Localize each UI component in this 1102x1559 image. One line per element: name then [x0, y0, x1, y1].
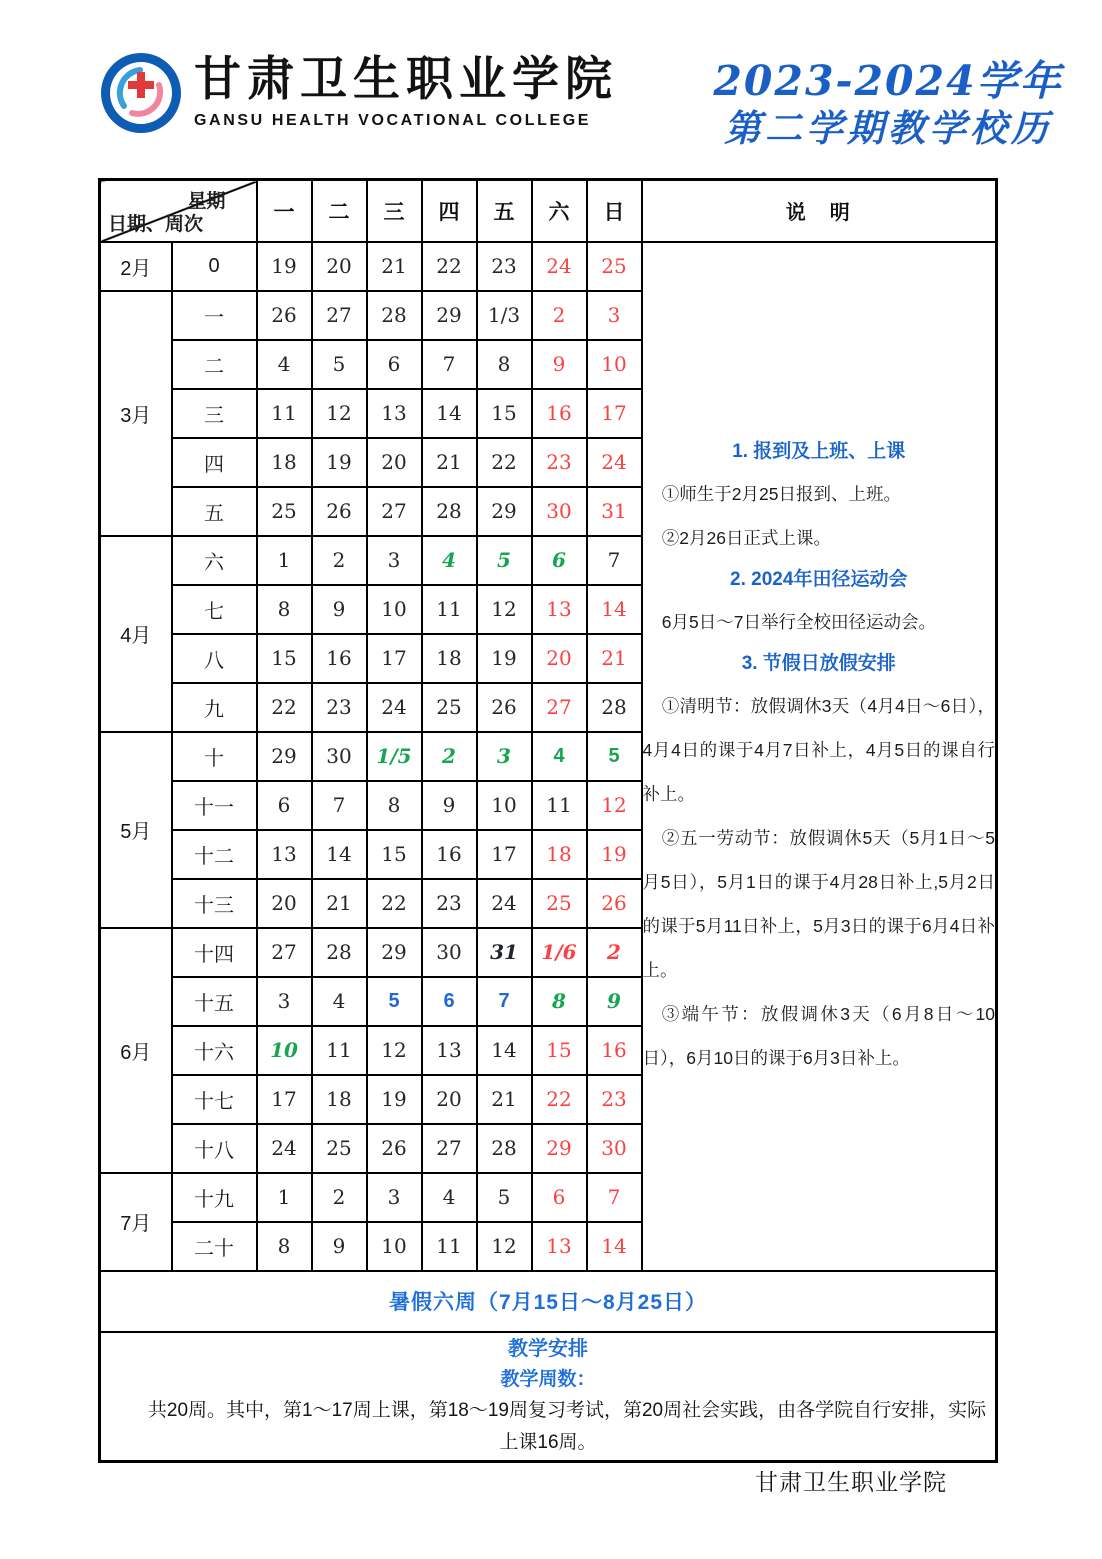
- day-cell: 22: [367, 879, 422, 928]
- day-cell: 1: [257, 1173, 312, 1222]
- day-cell: 6: [367, 340, 422, 389]
- corner-weekday-label: 星期: [187, 191, 226, 212]
- week-number-cell: 二: [172, 340, 257, 389]
- day-cell: 17: [587, 389, 642, 438]
- day-cell: 24: [587, 438, 642, 487]
- day-cell: 30: [422, 928, 477, 977]
- day-cell: 25: [587, 242, 642, 291]
- day-cell: 29: [477, 487, 532, 536]
- day-cell: 28: [367, 291, 422, 340]
- week-number-cell: 四: [172, 438, 257, 487]
- weekday-header-cell: 三: [367, 180, 422, 242]
- day-cell: 27: [532, 683, 587, 732]
- week-number-cell: 十四: [172, 928, 257, 977]
- day-cell: 23: [422, 879, 477, 928]
- day-cell: 23: [587, 1075, 642, 1124]
- teaching-arrangement-row: [100, 1332, 997, 1462]
- day-cell: 16: [422, 830, 477, 879]
- day-cell: 1: [257, 536, 312, 585]
- day-cell: 7: [477, 977, 532, 1026]
- college-emblem-icon: [100, 52, 182, 134]
- day-cell: 12: [367, 1026, 422, 1075]
- week-number-cell: 十五: [172, 977, 257, 1026]
- day-cell: 6: [532, 1173, 587, 1222]
- day-cell: 23: [312, 683, 367, 732]
- teaching-weeks-label: 教学周数：: [500, 1369, 596, 1391]
- table-header-row: [100, 180, 997, 242]
- day-cell: 7: [422, 340, 477, 389]
- weekday-header-cell: 六: [532, 180, 587, 242]
- note-paragraph: ①师生于2月25日报到、上班。: [661, 484, 901, 504]
- day-cell: 12: [312, 389, 367, 438]
- day-cell: 21: [587, 634, 642, 683]
- month-cell: 6月: [100, 928, 172, 1173]
- week-number-cell: 十二: [172, 830, 257, 879]
- month-cell: 5月: [100, 732, 172, 928]
- week-number-cell: 十三: [172, 879, 257, 928]
- day-cell: 19: [367, 1075, 422, 1124]
- day-cell: 21: [367, 242, 422, 291]
- weekday-header-cell: 一: [257, 180, 312, 242]
- day-cell: 2: [312, 1173, 367, 1222]
- calendar-week-row: [100, 242, 997, 291]
- day-cell: 17: [477, 830, 532, 879]
- day-cell: 15: [257, 634, 312, 683]
- day-cell: 13: [532, 1222, 587, 1271]
- day-cell: 14: [587, 1222, 642, 1271]
- day-cell: 21: [312, 879, 367, 928]
- week-number-cell: 三: [172, 389, 257, 438]
- day-cell: 14: [422, 389, 477, 438]
- week-number-cell: 十七: [172, 1075, 257, 1124]
- calendar-title: [678, 58, 1098, 152]
- day-cell: 30: [587, 1124, 642, 1173]
- day-cell: 18: [312, 1075, 367, 1124]
- day-cell: 25: [312, 1124, 367, 1173]
- day-cell: 5: [312, 340, 367, 389]
- day-cell: 27: [367, 487, 422, 536]
- day-cell: 11: [257, 389, 312, 438]
- day-cell: 4: [532, 732, 587, 781]
- summer-vacation-label: 暑假六周（7月15日～8月25日）: [100, 1271, 997, 1332]
- day-cell: 26: [367, 1124, 422, 1173]
- day-cell: 20: [532, 634, 587, 683]
- day-cell: 4: [257, 340, 312, 389]
- calendar-body: [100, 242, 997, 1271]
- weekday-header-cell: 五: [477, 180, 532, 242]
- day-cell: 24: [477, 879, 532, 928]
- day-cell: 13: [257, 830, 312, 879]
- header: [98, 50, 1063, 160]
- day-cell: 31: [587, 487, 642, 536]
- day-cell: 10: [477, 781, 532, 830]
- day-cell: 8: [532, 977, 587, 1026]
- summer-vacation-row: [100, 1271, 997, 1332]
- calendar-title-line1: 2023-2024学年: [713, 57, 1063, 105]
- day-cell: 1/5: [367, 732, 422, 781]
- weekday-header-cell: 日: [587, 180, 642, 242]
- note-paragraph: ②2月26日正式上课。: [661, 528, 831, 548]
- teaching-title: 教学安排: [508, 1338, 588, 1361]
- day-cell: 31: [477, 928, 532, 977]
- day-cell: 30: [312, 732, 367, 781]
- corner-cell: [100, 180, 257, 242]
- day-cell: 1/6: [532, 928, 587, 977]
- week-number-cell: 二十: [172, 1222, 257, 1271]
- month-cell: 3月: [100, 291, 172, 536]
- week-number-cell: 九: [172, 683, 257, 732]
- month-cell: 2月: [100, 242, 172, 291]
- day-cell: 10: [367, 1222, 422, 1271]
- day-cell: 3: [367, 1173, 422, 1222]
- day-cell: 4: [422, 1173, 477, 1222]
- day-cell: 14: [477, 1026, 532, 1075]
- day-cell: 2: [587, 928, 642, 977]
- note-paragraph: ①清明节：放假调休3天（4月4日～6日），4月4日的课于4月7日补上，4月5日的课自行补上。: [642, 696, 995, 804]
- day-cell: 2: [422, 732, 477, 781]
- day-cell: 27: [257, 928, 312, 977]
- day-cell: 19: [312, 438, 367, 487]
- week-number-cell: 十: [172, 732, 257, 781]
- day-cell: 3: [477, 732, 532, 781]
- day-cell: 10: [367, 585, 422, 634]
- week-number-cell: 六: [172, 536, 257, 585]
- day-cell: 9: [312, 585, 367, 634]
- day-cell: 26: [312, 487, 367, 536]
- note-paragraph: 6月5日～7日举行全校田径运动会。: [661, 612, 936, 632]
- day-cell: 24: [257, 1124, 312, 1173]
- day-cell: 27: [312, 291, 367, 340]
- day-cell: 8: [477, 340, 532, 389]
- day-cell: 20: [312, 242, 367, 291]
- footer-college-name: 甘肃卫生职业学院: [755, 1469, 947, 1495]
- day-cell: 21: [422, 438, 477, 487]
- day-cell: 15: [367, 830, 422, 879]
- day-cell: 26: [257, 291, 312, 340]
- day-cell: 22: [422, 242, 477, 291]
- day-cell: 11: [532, 781, 587, 830]
- day-cell: 5: [477, 536, 532, 585]
- day-cell: 3: [587, 291, 642, 340]
- day-cell: 23: [532, 438, 587, 487]
- day-cell: 9: [422, 781, 477, 830]
- week-number-cell: 0: [172, 242, 257, 291]
- day-cell: 16: [587, 1026, 642, 1075]
- day-cell: 7: [587, 1173, 642, 1222]
- day-cell: 2: [532, 291, 587, 340]
- day-cell: 6: [532, 536, 587, 585]
- day-cell: 11: [312, 1026, 367, 1075]
- day-cell: 24: [367, 683, 422, 732]
- day-cell: 19: [257, 242, 312, 291]
- month-cell: 4月: [100, 536, 172, 732]
- day-cell: 22: [257, 683, 312, 732]
- day-cell: 2: [312, 536, 367, 585]
- week-number-cell: 十八: [172, 1124, 257, 1173]
- day-cell: 21: [477, 1075, 532, 1124]
- week-number-cell: 十一: [172, 781, 257, 830]
- corner-date-week-label: 日期、周次: [108, 213, 204, 235]
- day-cell: 12: [477, 1222, 532, 1271]
- day-cell: 11: [422, 1222, 477, 1271]
- day-cell: 13: [367, 389, 422, 438]
- day-cell: 26: [477, 683, 532, 732]
- day-cell: 15: [477, 389, 532, 438]
- college-brand: [194, 50, 618, 130]
- day-cell: 13: [422, 1026, 477, 1075]
- note-paragraph: ③端午节：放假调休3天（6月8日～10日），6月10日的课于6月3日补上。: [642, 1004, 995, 1068]
- day-cell: 9: [532, 340, 587, 389]
- day-cell: 25: [532, 879, 587, 928]
- day-cell: 28: [587, 683, 642, 732]
- day-cell: 12: [587, 781, 642, 830]
- day-cell: 26: [587, 879, 642, 928]
- day-cell: 20: [257, 879, 312, 928]
- day-cell: 16: [312, 634, 367, 683]
- day-cell: 5: [477, 1173, 532, 1222]
- day-cell: 19: [587, 830, 642, 879]
- day-cell: 20: [367, 438, 422, 487]
- day-cell: 3: [257, 977, 312, 1026]
- notes-cell: [642, 242, 997, 1271]
- day-cell: 30: [532, 487, 587, 536]
- day-cell: 14: [587, 585, 642, 634]
- day-cell: 5: [587, 732, 642, 781]
- day-cell: 29: [257, 732, 312, 781]
- day-cell: 24: [532, 242, 587, 291]
- day-cell: 10: [257, 1026, 312, 1075]
- day-cell: 13: [532, 585, 587, 634]
- day-cell: 20: [422, 1075, 477, 1124]
- day-cell: 9: [587, 977, 642, 1026]
- day-cell: 15: [532, 1026, 587, 1075]
- day-cell: 18: [422, 634, 477, 683]
- calendar-table: [98, 178, 998, 1463]
- day-cell: 8: [367, 781, 422, 830]
- note-heading: 1. 报到及上班、上课: [732, 441, 906, 462]
- teaching-body: 共20周。其中，第1～17周上课，第18～19周复习考试，第20周社会实践，由各学院自行安排，实际上课16周。: [147, 1400, 987, 1454]
- day-cell: 27: [422, 1124, 477, 1173]
- college-name-zh: 甘肃卫生职业学院: [194, 52, 618, 107]
- day-cell: 28: [422, 487, 477, 536]
- day-cell: 7: [312, 781, 367, 830]
- month-cell: 7月: [100, 1173, 172, 1271]
- day-cell: 5: [367, 977, 422, 1026]
- day-cell: 3: [367, 536, 422, 585]
- day-cell: 8: [257, 1222, 312, 1271]
- notes-header: 说 明: [642, 180, 997, 242]
- day-cell: 22: [477, 438, 532, 487]
- day-cell: 14: [312, 830, 367, 879]
- day-cell: 8: [257, 585, 312, 634]
- day-cell: 1/3: [477, 291, 532, 340]
- day-cell: 18: [257, 438, 312, 487]
- week-number-cell: 十六: [172, 1026, 257, 1075]
- teaching-arrangement-cell: [100, 1332, 997, 1462]
- day-cell: 25: [257, 487, 312, 536]
- college-name-en: GANSU HEALTH VOCATIONAL COLLEGE: [194, 112, 592, 129]
- note-heading: 2. 2024年田径运动会: [730, 569, 908, 590]
- day-cell: 28: [312, 928, 367, 977]
- day-cell: 29: [422, 291, 477, 340]
- day-cell: 18: [532, 830, 587, 879]
- week-number-cell: 五: [172, 487, 257, 536]
- day-cell: 10: [587, 340, 642, 389]
- day-cell: 17: [257, 1075, 312, 1124]
- day-cell: 29: [532, 1124, 587, 1173]
- day-cell: 7: [587, 536, 642, 585]
- calendar-title-line2: 第二学期教学校历: [724, 106, 1052, 150]
- week-number-cell: 十九: [172, 1173, 257, 1222]
- day-cell: 22: [532, 1075, 587, 1124]
- day-cell: 17: [367, 634, 422, 683]
- note-heading: 3. 节假日放假安排: [741, 653, 896, 674]
- day-cell: 4: [422, 536, 477, 585]
- week-number-cell: 一: [172, 291, 257, 340]
- day-cell: 23: [477, 242, 532, 291]
- day-cell: 25: [422, 683, 477, 732]
- day-cell: 16: [532, 389, 587, 438]
- note-paragraph: ②五一劳动节：放假调休5天（5月1日～5月5日），5月1日的课于4月28日补上,5月2日的课于5月11日补上，5月3日的课于6月4日补上。: [642, 828, 995, 980]
- day-cell: 11: [422, 585, 477, 634]
- day-cell: 6: [257, 781, 312, 830]
- day-cell: 29: [367, 928, 422, 977]
- day-cell: 12: [477, 585, 532, 634]
- weekday-header-cell: 四: [422, 180, 477, 242]
- day-cell: 19: [477, 634, 532, 683]
- day-cell: 28: [477, 1124, 532, 1173]
- day-cell: 6: [422, 977, 477, 1026]
- weekday-header-cell: 二: [312, 180, 367, 242]
- week-number-cell: 七: [172, 585, 257, 634]
- week-number-cell: 八: [172, 634, 257, 683]
- day-cell: 4: [312, 977, 367, 1026]
- day-cell: 9: [312, 1222, 367, 1271]
